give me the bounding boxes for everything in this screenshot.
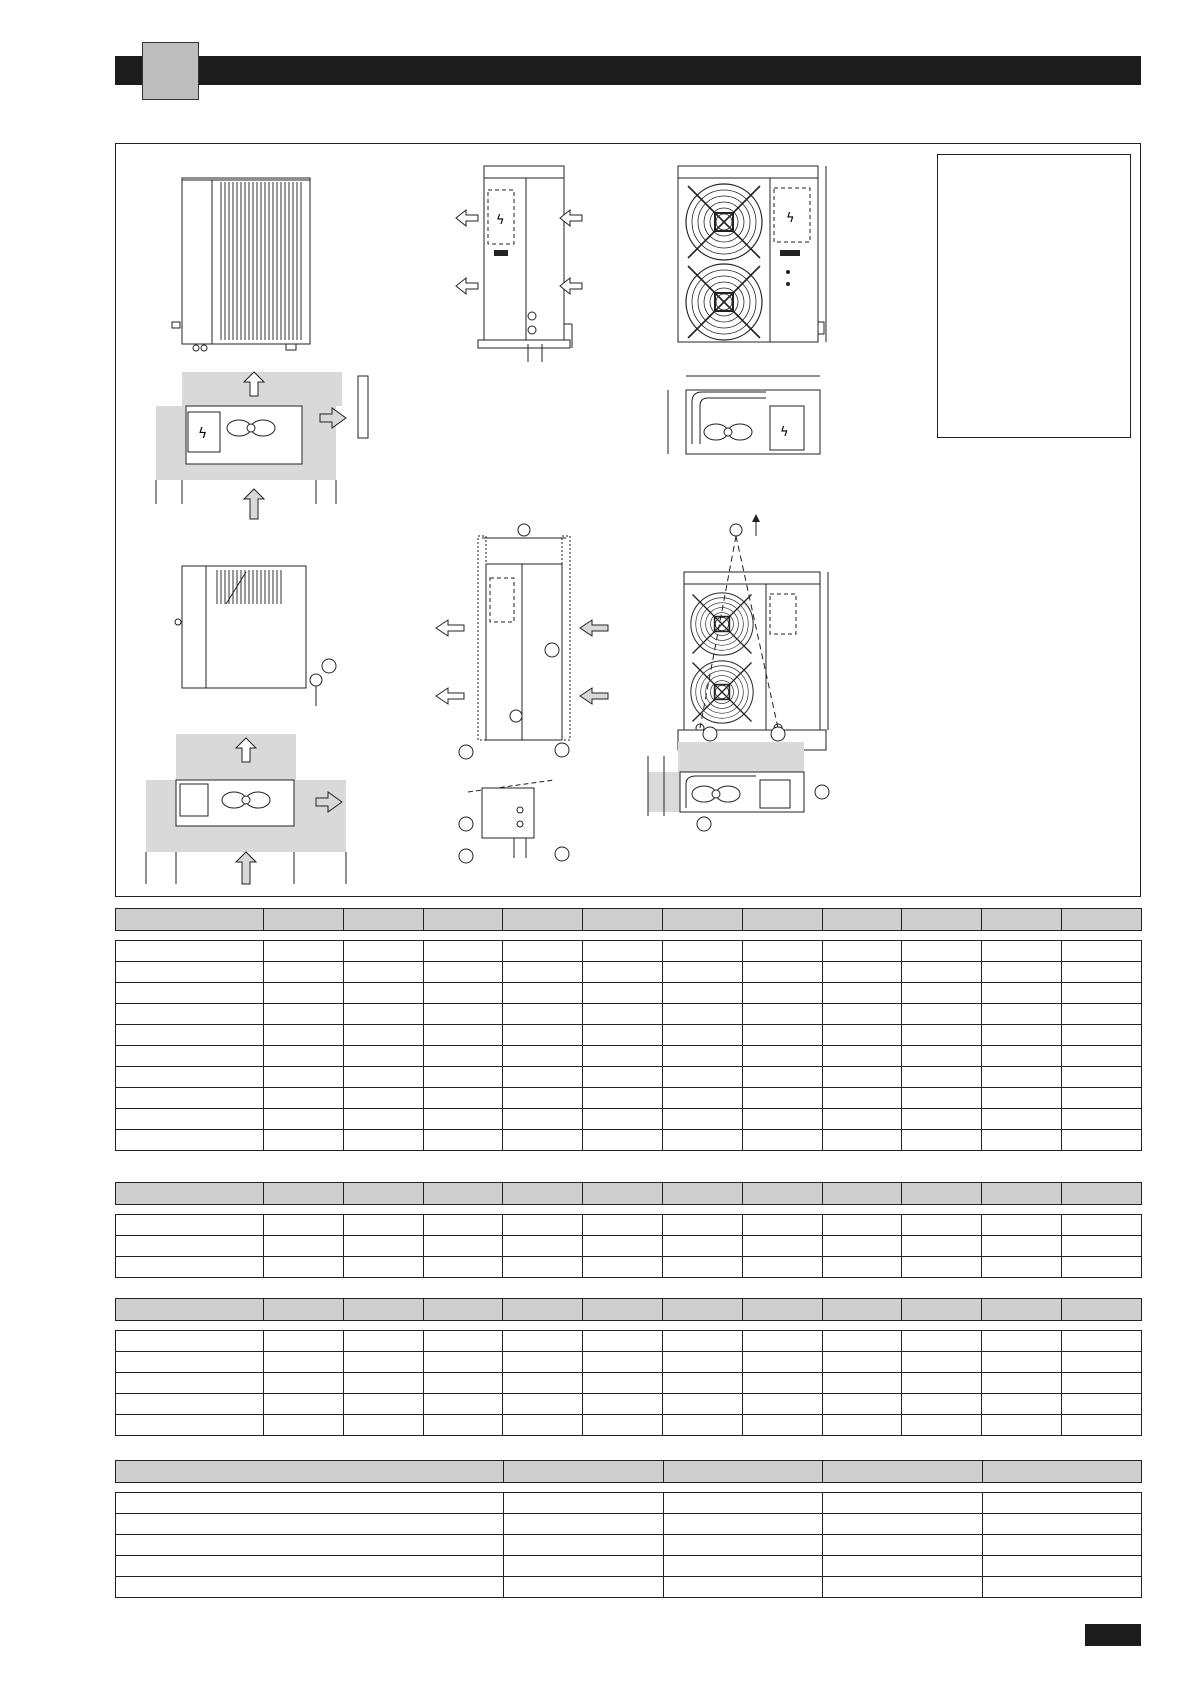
electrical-hazard-icon: ϟ: [496, 213, 505, 228]
table-row: [116, 941, 1142, 962]
table-row: [116, 1109, 1142, 1130]
unit-detail-view: [459, 780, 569, 863]
airflow-arrow-icon: [580, 620, 608, 636]
airflow-arrow-icon: [456, 278, 478, 294]
technical-drawing-frame: [115, 143, 1141, 897]
airflow-arrow-icon: [436, 688, 464, 704]
table-row: [116, 1577, 1142, 1598]
header-bar: [115, 56, 1141, 85]
unit-front-coil-view-2: [175, 566, 336, 706]
table-row: [116, 1257, 1142, 1278]
table-row: [116, 1493, 1142, 1514]
unit-plan-clearance-view-2: [146, 734, 346, 884]
airflow-arrow-icon: [436, 620, 464, 636]
unit-plan-clearance-view-3: [648, 727, 829, 831]
unit-plan-clearance-view: [156, 372, 368, 519]
table-row: [116, 1046, 1142, 1067]
spec-table-2: [115, 1182, 1142, 1278]
section-tab: [142, 42, 199, 100]
table-header-row: [116, 1183, 1142, 1205]
lifting-hook-icon: [730, 524, 742, 536]
table-row: [116, 1373, 1142, 1394]
unit-fan-front-view: [678, 166, 826, 342]
electrical-hazard-icon: ϟ: [780, 425, 789, 440]
airflow-arrow-icon: [236, 852, 256, 884]
spec-table-4: [115, 1460, 1142, 1598]
table-row: [116, 1067, 1142, 1088]
table-row: [116, 1535, 1142, 1556]
table-header-row: [116, 1299, 1142, 1321]
table-row: [116, 1004, 1142, 1025]
spec-table-3: [115, 1298, 1142, 1436]
unit-lifting-side-view: [436, 524, 608, 759]
unit-side-view: [456, 166, 582, 362]
unit-plan-view-right: [668, 376, 820, 454]
table-row: [116, 1088, 1142, 1109]
electrical-hazard-icon: ϟ: [786, 211, 795, 226]
lifting-hook-icon: [518, 524, 530, 536]
electrical-hazard-icon: ϟ: [198, 426, 208, 442]
notes-box: [937, 154, 1131, 438]
table-row: [116, 1130, 1142, 1151]
table-row: [116, 1215, 1142, 1236]
table-row: [116, 1352, 1142, 1373]
spec-table-1: [115, 908, 1142, 1151]
table-row: [116, 1331, 1142, 1352]
airflow-arrow-icon: [580, 688, 608, 704]
table-row: [116, 1025, 1142, 1046]
table-row: [116, 1236, 1142, 1257]
unit-front-coil-view: [172, 178, 310, 351]
table-row: [116, 1415, 1142, 1436]
unit-lifting-front-view: [678, 514, 828, 750]
table-row: [116, 962, 1142, 983]
table-row: [116, 983, 1142, 1004]
page-number-tab: [1085, 1624, 1141, 1646]
airflow-arrow-icon: [456, 210, 478, 226]
table-row: [116, 1514, 1142, 1535]
table-header-row: [116, 1461, 1142, 1483]
table-row: [116, 1556, 1142, 1577]
airflow-arrow-icon: [244, 489, 264, 519]
table-header-row: [116, 909, 1142, 931]
table-row: [116, 1394, 1142, 1415]
